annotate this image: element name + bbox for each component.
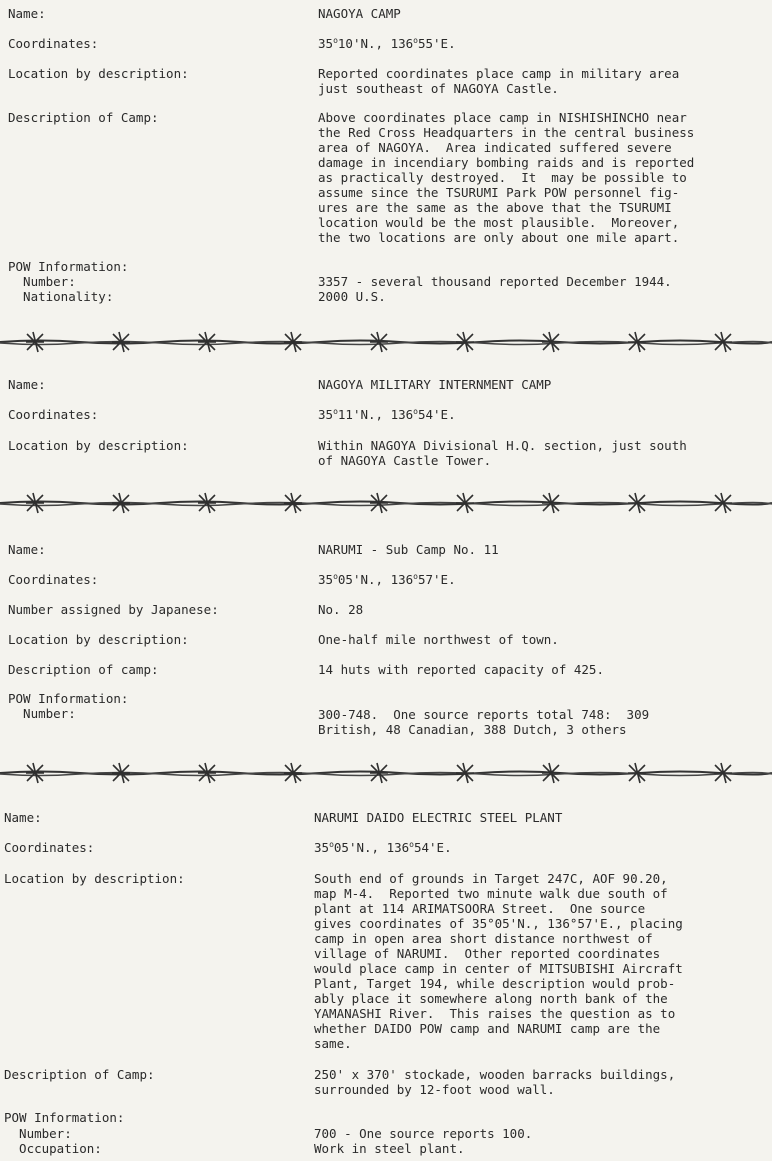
description-label: Description of Camp: bbox=[8, 110, 159, 125]
barb bbox=[112, 763, 130, 783]
coordinates-label: Coordinates: bbox=[8, 407, 99, 422]
number-value: 300-748. One source reports total 748: 309 British, 48 Canadian, 388 Dutch, 3 others bbox=[318, 707, 650, 737]
nationality-value: 2000 U.S. bbox=[318, 289, 386, 304]
barb bbox=[284, 493, 302, 513]
name-label: Name: bbox=[8, 6, 46, 21]
barb bbox=[456, 332, 474, 352]
coordinates-value: 35$^o$10'N., 136$^o$55'E. bbox=[318, 36, 456, 51]
location-label: Location by description: bbox=[8, 66, 189, 81]
barb bbox=[714, 332, 732, 352]
description-label: Description of camp: bbox=[8, 662, 159, 677]
barb bbox=[370, 332, 388, 352]
barb bbox=[714, 763, 732, 783]
barb bbox=[26, 493, 44, 513]
coordinates-label: Coordinates: bbox=[4, 840, 95, 855]
pow-info-label: POW Information: bbox=[4, 1110, 125, 1125]
name-label: Name: bbox=[4, 810, 42, 825]
barb bbox=[26, 332, 44, 352]
barb bbox=[112, 332, 130, 352]
barbed-wire-divider bbox=[0, 761, 772, 785]
location-text: South end of grounds in Target 247C, AOF 90.20, map M-4. Reported two minute walk due south of plant at 114 ARIMATSOORA Street. One source gives coordinates of 35°05'N., 136°57'E., placing camp in open area short distance northwest of village of NARUMI. Other reported coordinates would place camp in center of MITSUBISHI Aircraft Plant, Target 194, while description would prob- ably place it somewhere along north bank of the YAMANASHI River. This raises the question as to whether DAIDO POW camp and NARUMI camp are the same. bbox=[314, 871, 683, 1051]
description-label: Description of Camp: bbox=[4, 1067, 155, 1082]
barb bbox=[628, 493, 646, 513]
barb bbox=[542, 332, 560, 352]
barb bbox=[284, 332, 302, 352]
nationality-label: Nationality: bbox=[8, 289, 114, 304]
number-value: 700 - One source reports 100. bbox=[314, 1126, 533, 1141]
barb bbox=[198, 763, 216, 783]
pow-info-label: POW Information: bbox=[8, 691, 129, 706]
camp-name: NAGOYA CAMP bbox=[318, 6, 401, 21]
assigned-number-label: Number assigned by Japanese: bbox=[8, 602, 219, 617]
barb bbox=[370, 493, 388, 513]
location-label: Location by description: bbox=[4, 871, 185, 886]
barb bbox=[284, 763, 302, 783]
coordinates-value: 35$^o$11'N., 136$^o$54'E. bbox=[318, 407, 456, 422]
coordinates-label: Coordinates: bbox=[8, 36, 99, 51]
barb bbox=[456, 763, 474, 783]
barb bbox=[198, 332, 216, 352]
barb bbox=[112, 493, 130, 513]
location-text: One-half mile northwest of town. bbox=[318, 632, 559, 647]
barb bbox=[714, 493, 732, 513]
name-label: Name: bbox=[8, 377, 46, 392]
camp-name: NARUMI DAIDO ELECTRIC STEEL PLANT bbox=[314, 810, 563, 825]
coordinates-value: 35$^o$05'N., 136$^o$54'E. bbox=[314, 840, 452, 855]
description-text: 250' x 370' stockade, wooden barracks buildings, surrounded by 12-foot wood wall. bbox=[314, 1067, 676, 1097]
assigned-number-value: No. 28 bbox=[318, 602, 364, 617]
occupation-label: Occupation: bbox=[4, 1141, 102, 1156]
name-label: Name: bbox=[8, 542, 46, 557]
barb bbox=[542, 493, 560, 513]
number-label: Number: bbox=[8, 274, 76, 289]
description-text: Above coordinates place camp in NISHISHINCHO near the Red Cross Headquarters in the central business area of NAGOYA. Area indicated suffered severe damage in incendiary bombing raids and is reported as practically destroyed. It may be possible to assume since the TSURUMI Park POW personnel fig- ures are the same as the above that the TSURUMI location would be the most plausible. Moreover, the two locations are only about one mile apart. bbox=[318, 110, 695, 245]
barbed-wire-divider bbox=[0, 491, 772, 515]
location-text: Within NAGOYA Divisional H.Q. section, just south of NAGOYA Castle Tower. bbox=[318, 438, 687, 468]
number-label: Number: bbox=[4, 1126, 72, 1141]
barb bbox=[26, 763, 44, 783]
occupation-value: Work in steel plant. bbox=[314, 1141, 465, 1156]
location-label: Location by description: bbox=[8, 438, 189, 453]
barb bbox=[628, 332, 646, 352]
number-label: Number: bbox=[8, 706, 76, 721]
barb bbox=[628, 763, 646, 783]
coordinates-value: 35$^o$05'N., 136$^o$57'E. bbox=[318, 572, 456, 587]
barb bbox=[370, 763, 388, 783]
coordinates-label: Coordinates: bbox=[8, 572, 99, 587]
barb bbox=[542, 763, 560, 783]
barb bbox=[198, 493, 216, 513]
description-text: 14 huts with reported capacity of 425. bbox=[318, 662, 604, 677]
barb bbox=[456, 493, 474, 513]
location-text: Reported coordinates place camp in military area just southeast of NAGOYA Castle. bbox=[318, 66, 680, 96]
camp-name: NAGOYA MILITARY INTERNMENT CAMP bbox=[318, 377, 552, 392]
location-label: Location by description: bbox=[8, 632, 189, 647]
pow-info-label: POW Information: bbox=[8, 259, 129, 274]
camp-name: NARUMI - Sub Camp No. 11 bbox=[318, 542, 499, 557]
barbed-wire-divider bbox=[0, 330, 772, 354]
number-value: 3357 - several thousand reported December 1944. bbox=[318, 274, 672, 289]
